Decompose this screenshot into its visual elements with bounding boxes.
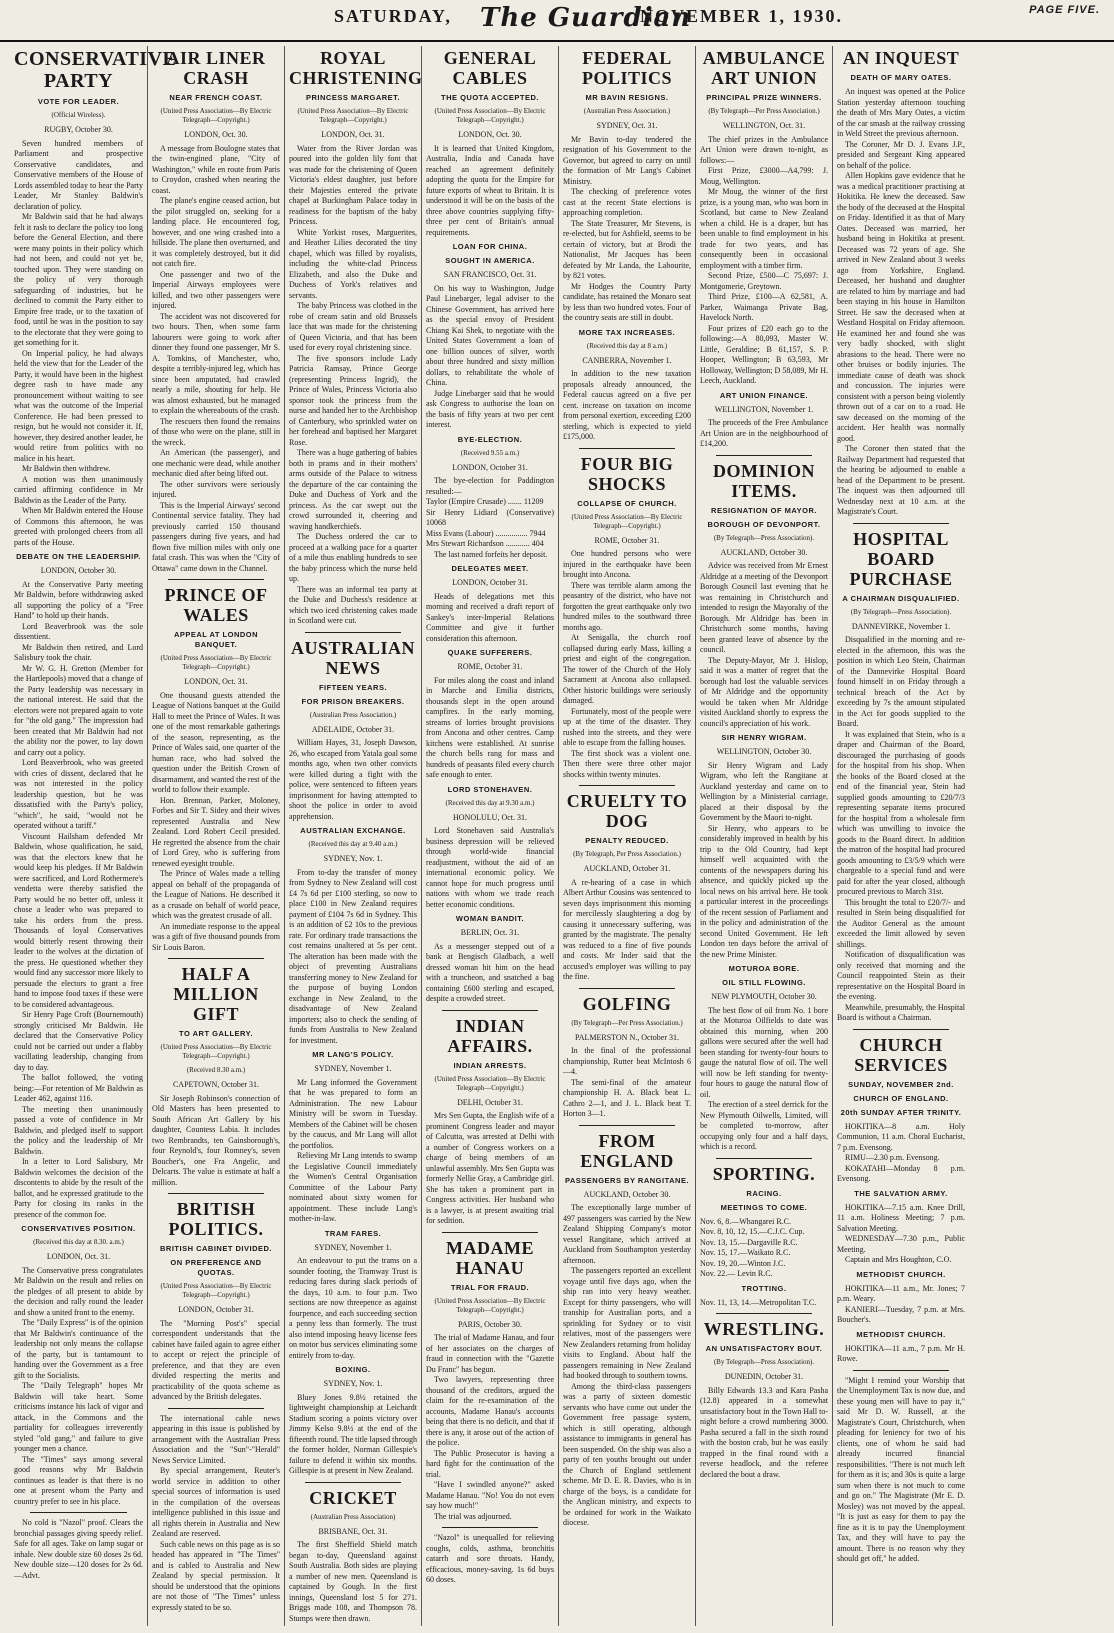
dateline: LONDON, October 30. (40, 566, 117, 575)
headline: HALF A MILLION GIFT (173, 964, 259, 1024)
dateline: LONDON, October 31. (452, 462, 528, 472)
credit-line: (United Press Association—By Electric Telegraph—Copyright.) (434, 107, 546, 124)
subheading: BOROUGH OF DEVONPORT. (707, 519, 821, 529)
column-4 (421, 46, 558, 1626)
dateline: AUCKLAND, October 30. (720, 547, 808, 557)
fixture-line: Nov. 11, 13, 14.—Metropolitan T.C. (700, 1297, 817, 1307)
subheading: MR BAVIN RESIGNS. (585, 93, 669, 102)
notice-paragraph: By special arrangement, Reuter's world service in addition to other special sources of information is used in the compilation of the overseas intelligence published in this issue and all rights therein in Australia and New Zealand are reserved. (152, 1466, 280, 1538)
service-line: HOKITIKA—7.15 a.m. Knee Drill, 11 a.m. Holiness Meeting; 7 p.m. Salvation Meeting. (837, 1202, 965, 1233)
paragraph: The Conservative press congratulates Mr Baldwin on the result and relies on the pledges of all present to abide by the decision and rally round the leader and show a united front to the enemy. (14, 1265, 143, 1317)
subheading: BRITISH CABINET DIVIDED. (159, 1244, 272, 1253)
subheading: TRAM FARES. (324, 1228, 382, 1238)
received-line: (Received 9.55 a.m.) (460, 448, 520, 457)
paragraph: Sir Joseph Robinson's connection of Old Masters has been presented to South African Art Gallery by his daughter, Countess Labia. It includes two Rembrandts, ten Gainsborough's, four Reynold's, four Romney's, seven Boucher's, one Fra Angelic, and Delcarts. The value is estimate at half a million. (152, 1093, 280, 1187)
paragraph: There was terrible alarm among the peasantry of the district, who have not forgotten the great earthquake only two hundred miles to the southward three months ago. (563, 580, 691, 632)
subheading: SUNDAY, NOVEMBER 2nd. (848, 1079, 954, 1089)
column-5 (558, 46, 695, 1626)
paragraph: Meanwhile, presumably, the Hospital Board is without a Chairman. (837, 1002, 965, 1022)
subheading: PRINCIPAL PRIZE WINNERS. (706, 93, 822, 102)
paragraph: The "Daily Telegraph" hopes Mr Baldwin will take heart. Some criticisms instance his lack of vigor and attack, in the Commons and the partiality for colleagues irreverently styled "old gang," and failure to give younger men a chance. (14, 1381, 143, 1453)
paragraph: The meeting then unanimously passed a vote of confidence in Mr Baldwin, and pledged itself to support the policy and the leadership of Mr Baldwin. (14, 1104, 143, 1156)
fixture-line: Nov. 6, 8.—Whangarei R.C. (700, 1216, 792, 1226)
paragraph: When Mr Baldwin entered the House of Commons this afternoon, he was greeted with prolonged cheers from all parts of the House. (14, 506, 143, 547)
divider (168, 579, 264, 580)
headline: WRESTLING. (703, 1319, 825, 1339)
headline: MADAME HANAU (446, 1237, 534, 1278)
subheading: METHODIST CHURCH. (856, 1269, 946, 1279)
paragraph: Disqualified in the morning and re-elected in the afternoon, this was the position in which Leo Stein, Chairman of the Dannevirke Hospital Board found himself in on Friday through a technical breach of the Act by exceeding by 7s the amount stipulated in the Act for goods supplied to the Board. (837, 635, 965, 728)
dateline: LONDON, October 31. (452, 578, 528, 587)
paragraph: One passenger and two of the Imperial Airways employees were killed, and two other passengers were injured. (152, 269, 280, 310)
subheading: MEETINGS TO COME. (720, 1202, 808, 1212)
paragraph: The bye-election for Paddington resulted:— (426, 476, 554, 496)
paragraph: The checking of preference votes cast at the recent State elections is approaching completion. (563, 187, 691, 217)
subheading: FOR PRISON BREAKERS. (301, 696, 405, 706)
dateline: LONDON, October 31. (178, 1305, 254, 1314)
divider (442, 1010, 538, 1011)
subheading: MOTUROA BORE. (728, 964, 800, 973)
paragraph: As a messenger stepped out of a bank at Bengisch Gladbach, a well dressed woman hit him on the head with a truncheon, and snatched a bag containing £600 sterling and escaped, despite a crowded street. (426, 941, 554, 1003)
paragraph: An inquest was opened at the Police Station yesterday afternoon touching the death of Mrs Mary Oates, a victim of the car smash at the railway crossing in Weld Street the previous afternoon. (837, 87, 965, 138)
paragraph: The first shock was a violent one. Then there were three other major shocks within twenty minutes. (563, 748, 691, 779)
paragraph: Notification of disqualification was only received that morning and the Council reappointed Stein as their representative on the Hospital Board in the evening. (837, 950, 965, 1001)
paragraph: The erection of a steel derrick for the New Plymouth Oilwells, Limited, will be completed to-morrow, after occupying only four and a half days, which is a record. (700, 1100, 828, 1151)
divider (168, 958, 264, 959)
headline: AUSTRALIAN NEWS (290, 637, 416, 678)
credit-line: (United Press Association—By Electric Telegraph—Copyright.) (160, 654, 272, 671)
divider (579, 448, 675, 449)
credit-line: (United Press Association—By Electric Telegraph—Copyright.) (297, 107, 409, 124)
notice-paragraph: The international cable news appearing in this issue is published by arrangement with the Australian Press Association and the "Sun"-"Herald" News Service Limited. (152, 1413, 280, 1465)
credit-line: (By Telegraph—Press Association). (850, 607, 952, 616)
paragraph: For miles along the coast and inland in Marche and Emilia districts, thousands slept in the open around campfires. In the early morning, streams of lorries brought provisions from Ancona and other centres. Camp kitchens were established. At sunrise the church bells rang for mass and hundreds of peasants filed every church safe enough to enter. (426, 675, 554, 779)
received-line: (Received this day at 8 a.m.) (586, 341, 668, 350)
fixture-line: Nov. 15, 17.—Waikato R.C. (700, 1248, 791, 1257)
paragraph: Hon. Brennan, Parker, Moloney, Forbes and Sir T. Sidey and their wives represented Australia and New Zealand. Lord Robert Cecil presided. He regretted the absence from the chair of Lord Grey, who is suffering from renewed eyesight trouble. (152, 795, 280, 868)
service-line: KOKATAHI—Monday 8 p.m. Evensong. (837, 1163, 965, 1183)
credit-line: (United Press Association—By Electric Telegraph—Copyright.) (160, 1282, 272, 1299)
paragraph: This is the Imperial Airways' second Continental service fatality. They had previously carried 150 thousand passengers during five years, and had flown five million miles with only one fatal crash. This was when the "City of Ottawa" came down in the Channel. (152, 500, 280, 573)
paragraph: On Imperial policy, he had always held the view that for the Leader of the Party, it would have been in the highest degree rash to have made any pronouncement without waiting to see what was the outcome of the Imperial Conference. He had been pressed to resign, but he would not consider it. If, however, they desired another leader, he would retire from politics with no malice in his heart. (14, 348, 143, 463)
divider (579, 988, 675, 989)
headline: CRUELTY TO DOG (566, 791, 688, 831)
paragraph: The Coroner, Mr D. J. Evans J.P., presided and Sergeant King appeared on behalf of the police. (837, 139, 965, 170)
dateline: CANBERRA, November 1. (582, 355, 672, 365)
result-line: Taylor (Empire Crusade) ....... 11209 (426, 497, 544, 506)
paragraph: Seven hundred members of Parliament and prospective Conservative candidates, and Conservative members of the House of Lords assembled today to hear the Party Leader, Mr Stanley Baldwin's declaration of policy. (14, 138, 143, 211)
credit-line: (By Telegraph—Press Association). (713, 1358, 815, 1366)
paragraph: The "Morning Post's" special correspondent understands that the cabinet have failed again to agree either to accept or reject the principle of preference, and that they are even divided respecting the merits and practicability of the quota scheme as advanced by the British delegates. (152, 1318, 280, 1401)
headline: DOMINION ITEMS. (713, 460, 815, 501)
paragraph: Mr Baldwin then withdrew. (22, 464, 111, 473)
paragraph: On his way to Washington, Judge Paul Linebarger, legal adviser to the Chinese Government, has arrived here as the special envoy of President Chiang Kai Shek, to negotiate with the United States Government a loan of one billion ounces of silver, worth about three hundred and sixty million dollars, to rehabilitate the whole of China. (426, 283, 554, 387)
paragraph: Sir Henry, who appears to be considerably improved in health by his trip to the Old Country, had kept himself well acquainted with the contents of the newspapers during his absence, and quickly picked up the local news on his arrival here. He took a particular interest in the proceedings of the recent session of Parliament and in the policy and administration of the second United Government. He left London ten days before the arrival of the new Prime Minister. (700, 823, 828, 959)
divider (853, 523, 949, 524)
masthead-date: NOVEMBER 1, 1930. (640, 6, 844, 26)
subheading: MORE TAX INCREASES. (578, 327, 676, 337)
paragraph: There was a huge gathering of babies both in prams and in their mothers' arms outside of the Palace to witness the departure of the car containing the Duke and Duchess of York and the princess. As the car swept out the crowd surrounded it, cheering and waving handkerchiefs. (289, 448, 417, 531)
service-line: Captain and Mrs Houghton, C.O. (845, 1255, 952, 1264)
subheading: LORD STONEHAVEN. (447, 784, 533, 794)
paragraph: One thousand guests attended the League of Nations banquet at the Guild Hall to meet the Prince of Wales. It was one of the most remarkable gatherings of the season, representing, as the Prince of Wales said, one quarter of the human race, who had solved the question under the British Crown of disarmament, and wanted the rest of the world to follow their example. (152, 690, 280, 794)
headline: AN INQUEST (842, 48, 960, 68)
dateline: LONDON, Oct. 30. (458, 130, 522, 139)
credit-line: (United Press Association—By Electric Telegraph—Copyright.) (160, 107, 272, 124)
headline: AMBULANCE ART UNION (702, 48, 826, 88)
subheading: RACING. (746, 1188, 782, 1198)
column-7 (832, 46, 969, 1626)
headline: INDIAN AFFAIRS. (447, 1015, 533, 1056)
headline: GOLFING (582, 993, 672, 1014)
dateline: ROME, October 31. (594, 535, 660, 545)
paragraph: Advice was received from Mr Ernest Aldridge at a meeting of the Devonport Borough Council last evening that he was remaining in Christchurch and intended to resign the Mayoralty of the Borough. Mr Aldridge has been in Christchurch some months, having been granted leave of absence by the council. (700, 561, 828, 654)
paragraph: A motion was then unanimously carried affirming confidence in Mr Baldwin as the Leader of the Party. (14, 474, 143, 505)
dateline: HONOLULU, Oct. 31. (453, 812, 527, 822)
credit-line: (United Press Association—By Electric Telegraph—Copyright.) (434, 1296, 546, 1314)
dateline: SYDNEY, Nov. 1. (323, 854, 383, 863)
subheading: THE QUOTA ACCEPTED. (441, 93, 539, 102)
paragraph: The passengers reported an excellent voyage until five days ago, when the ship ran into very heavy weather. Except for thirty passengers, who will tranship for Australian ports, and a sprinkling for Sydney or to visit relatives, most of the passengers were New Zealanders returning from holiday visits to England. About half the passengers remaining in New Zealand had booked through to southern towns. (563, 1266, 691, 1380)
headline: CRICKET (309, 1487, 397, 1508)
subheading: OIL STILL FLOWING. (722, 978, 806, 987)
paragraph: In addition to the new taxation proposals already announced, the Federal caucus agreed on a five per cent. increase on taxation on income from personal exertion, exceeding £200 sterling, which is expected to yield £175,000. (563, 369, 691, 441)
paragraph: Sir Henry Page Croft (Bournemouth) strongly criticised Mr Baldwin. He declared that the Conservative Policy could not be carried out under a flabby vacillating leadership, changing from day to day. (14, 1010, 143, 1072)
dateline: WELLINGTON, Oct. 31. (722, 121, 806, 130)
column-2 (147, 46, 284, 1626)
paragraph: The Coroner then stated that the Railway Department had requested that the hearing be adjourned to enable a head of the Department to be present. The inquest was then adjourned till Wednesday next at 10 a.m. at the Magistrate's Court. (837, 444, 965, 516)
divider (442, 1527, 538, 1528)
paragraph: Bluey Jones 9.8½ retained the lightweight championship at Leichardt Stadium scoring a points victory over Jimmy Kelso 9.8½ at the end of the fifteenth round. The title lapsed through the former holder, Norman Gillespie's failure to defend it within six months. Gillespie is at present in New Zealand. (289, 1392, 417, 1475)
column-1 (10, 46, 177, 1626)
paragraph: The accident was not discovered for two hours. Then, when some farm labourers were going to work after dinner they found one passenger, Mr S. A. Tomkins, of Manchester, who, despite a terribly-injured leg, which has since been amputated, had crawled nearly a mile, shouting for help. He was almost exhausted, but he managed to explain the whereabouts of the crash. (152, 311, 280, 415)
subheading: VOTE FOR LEADER. (37, 97, 120, 106)
headline: GENERAL CABLES (443, 48, 537, 88)
dateline: DELHI, October 31. (457, 1097, 523, 1107)
paragraph: In the final of the professional championship, Rutter beat McIntosh 6—4. (563, 1046, 691, 1076)
credit-line: (Received this day at 8.30. a.m.) (33, 1238, 124, 1246)
headline: FEDERAL POLITICS (581, 48, 673, 88)
masthead-page-number: PAGE FIVE. (1029, 4, 1100, 16)
paragraph: Among the third-class passengers was a party of sixteen domestic servants who have come out under the Government free passage system, which is still operating, although assistance to immigrants in general has been suspended. On the ship was also a party of ten youths brought out under the Church of England settlement scheme. Mr D. E. R. Davies, who is in charge of the boys, is a candidate for the Anglican ministry, and expects to be ordained for work in the Waikato diocese. (563, 1381, 691, 1527)
paragraph: The trial was adjourned. (434, 1511, 512, 1521)
result-line: Sir Henry Lidiard (Conservative) 10068 (426, 507, 554, 527)
dateline: BERLIN, Oct. 31. (460, 928, 520, 937)
dateline: ROME, October 31. (457, 662, 523, 671)
received-line: (Received 8.30 a.m.) (186, 1066, 246, 1074)
headline: FOUR BIG SHOCKS (580, 453, 674, 494)
credit-line: (By Telegraph—Per Press Association.) (571, 1018, 683, 1027)
fixture-line: Nov. 22.— Levin R.C. (700, 1269, 773, 1278)
headline: ROYAL CHRISTENING (289, 48, 423, 88)
paragraph: At the Conservative Party meeting Mr Baldwin, before withdrawing asked all supporting the policy of a "Free Hand" to hold up their hands. (14, 579, 143, 620)
paragraph: Viscount Hailsham defended Mr Baldwin, whose qualification, he said, was that the electors knew that he would keep his pledges. If Mr Baldwin were sacrificed, and Lord Rothermere's vendetta were thereby satisfied the Party would be no better off, unless it chose a leader who was prepared to take his orders from the press. Thousands of loyal Conservatives would bitterly resent throwing their leader to the wolves at the dictation of the press. He questioned whether they would find any successor more likely to persuade the electors to grant a free hand to impose food taxes if these were to be considered advantageous. (14, 831, 143, 1009)
dateline: LONDON, Oct. 31. (46, 1252, 111, 1261)
paragraph: The exceptionally large number of 497 passengers was carried by the New Zealand Shipping Company's motor vessel Rangitane, which arrived at Auckland from Southampton yesterday afternoon. (563, 1203, 691, 1265)
dateline: SYDNEY, November 1. (314, 1242, 392, 1252)
column-6 (695, 46, 832, 1626)
paragraph: Mr W. G. H. Gretton (Member for the Hartlepools) moved that a change of the Party leadership was necessary in the national interest. He said that the electors were not prepared again to vote for "the old gang." The impression had been created that Mr Baldwin had not the ability nor the power, to lay down and carry out a policy. (14, 663, 143, 757)
paragraph: The first Sheffield Shield match began to-day, Queensland against South Australia. Both sides are playing a number of new men. Queensland is captained by Gough. In the first innings, Queensland lost 5 for 271. Briggs made 108, and Thompson 78. Stumps were then drawn. (289, 1540, 417, 1623)
paragraph: Allen Hopkins gave evidence that he was a medical practitioner practising at Hokitika. He knew the deceased. Saw the body of the deceased at the Hospital on Friday. Identified it as that of Mary Oates. Deceased was married, her husband being in Hokitika at present. Deceased was 72 years of age. She arrived in New Zealand about 3 weeks ago from Yorkshire, England. Deceased, her husband and daughter are related to him by marriage and had been staying in his house in Hamilton Street. He saw the deceased when at Westland Hospital on Friday afternoon. He examined her and found she was very badly shocked, with slight abrasions to the head. There were no other bruises or bodily injuries. The immediate cause of death was shock and concussion. The injuries were consistent with a person being violently thrown out of a car on to a road. He saw deceased on the morning of the accident. Her health was normally good. (837, 171, 965, 443)
paragraph: Heads of delegations met this morning and received a draft report of Sankey's inter-Imperial Relations Committee and give it further consideration this afternoon. (426, 591, 554, 643)
paragraph: The rescuers then found the remains of those who were on the plane, still in the wreck. (152, 416, 280, 447)
credit-line: (By Telegraph—Press Association). (713, 533, 815, 542)
paragraph: An immediate response to the appeal was a gift of five thousand pounds from Sir Louis Baron. (152, 921, 280, 952)
headline: PRINCE OF WALES (164, 585, 268, 625)
paragraph: The semi-final of the amateur championship H. A. Black beat L. Cathro 2—1, and J. L. Black beat T. Horton 3—1. (563, 1077, 691, 1118)
dateline: SYDNEY, November 1. (314, 1064, 392, 1073)
credit-line: (United Press Association—By Electric Telegraph—Copyright.) (160, 1043, 272, 1060)
headline: BRITISH POLITICS. (168, 1199, 264, 1239)
subheading: SOUGHT IN AMERICA. (445, 256, 535, 265)
service-line: HOKITIKA—11 a.m., Mr. Jones; 7 p.m. Weary. (837, 1283, 965, 1303)
subheading: CONSERVATIVES POSITION. (21, 1224, 136, 1233)
subheading: COLLAPSE OF CHURCH. (577, 498, 677, 508)
paragraph: The baby Princess was clothed in the robe of cream satin and old Brussels lace that was made for the christening of Queen Victoria, and that has been used for every royal christening since. (289, 301, 417, 352)
divider (853, 1029, 949, 1030)
headline: AIR LINER CRASH (166, 48, 266, 88)
paragraph: The other survivors were seriously injured. (152, 479, 280, 499)
dateline: LONDON, Oct. 31. (184, 677, 248, 686)
subheading: CHURCH OF ENGLAND. (853, 1093, 949, 1103)
subheading: PRINCESS MARGARET. (305, 93, 400, 102)
subheading: WOMAN BANDIT. (455, 914, 525, 923)
paragraph: Judge Linebarger said that he would ask Congress to authorise the loan on the basis of fifty years at two per cent interest. (426, 388, 554, 429)
paragraph: Sir Henry Wigram and Lady Wigram, who left the Rangitane at Auckland yesterday and came on to Wellington by a Ministerial carriage, placed at their disposal by the Government by the Maori to-night. (700, 760, 828, 822)
divider (579, 785, 675, 786)
subheading: BOXING. (335, 1365, 371, 1374)
dateline: BRISBANE, Oct. 31. (318, 1526, 388, 1536)
paragraph: It was explained that Stein, who is a draper and Chairman of the Board, discouraged the purchasing of goods for the hospital from his shop. When the books of the Board closed at the end of the financial year, Stein had supplied goods amounting to £20/7/3 representing separate items procured for the hospital from a wholesale firm which was unwilling to invoice the goods to the Board direct. In addition the matron of the hospital had procured goods amounting to £3/5/9 which were chargeable to a special fund and were paid for after the year closed, although procured previous to March 31st. (837, 729, 965, 896)
subheading: TRIAL FOR FRAUD. (450, 1282, 530, 1292)
paragraph: Lord Beaverbrook was the sole dissentient. (14, 621, 143, 641)
paragraph: Mrs Sen Gupta, the English wife of a prominent Congress leader and mayor of Calcutta, was arrested at Delhi with a number of Congress workers on a charge of being members of an unlawful assembly. Mrs Sen Gupta was formerly Nellie Gray, a Cambridge girl. She has taken a prominent part in Congress activities. Her husband who is a lawyer, is at present awaiting trial for sedition. (426, 1111, 554, 1225)
dateline: LONDON, Oct. 31. (321, 130, 385, 139)
subheading: ON PREFERENCE AND QUOTAS. (170, 1258, 262, 1277)
paragraph: A message from Boulogne states that the twin-engined plane, "City of Washington," while en route from Paris to Croydon, crashed when nearing the coast. (152, 143, 280, 195)
paragraph: A re-hearing of a case in which Albert Arthur Cousins was sentenced to seven days imprisonment this morning for mercilessly slaughtering a dog by causing it unnecessary suffering, was granted by the magistrate. The penalty was reduced to a fine of five pounds and costs. Mr Inder said that the accused's employer was willing to pay the fine. (563, 877, 691, 981)
subheading: APPEAL AT LONDON BANQUET. (173, 630, 259, 649)
paragraph: First Prize, £3000—A4,799: J. Moug, Wellington. (700, 166, 828, 186)
dateline: PALMERSTON N., October 31. (574, 1032, 679, 1042)
paragraph: Fortunately, most of the people were up at the time of the disaster. They rushed into the streets, and they were able to escape from the falling houses. (563, 706, 691, 747)
paragraph: Billy Edwards 13.3 and Kara Pasha (12.8) appeared in a somewhat unsatisfactory bout in the Town Hall to-night before a crowd numbering 3000. Pasha secured a fall in the sixth round with the boston crab, but he was easily trapped in the final round with a reverse headlock, and the referee declared the bout a draw. (700, 1385, 828, 1479)
dateline: SYDNEY, Nov. 1. (323, 1379, 383, 1388)
subheading: 20th SUNDAY AFTER TRINITY. (840, 1107, 962, 1117)
credit-line: (United Press Association—By Electric Telegraph—Copyright.) (434, 1074, 546, 1092)
subheading: QUAKE SUFFERERS. (447, 648, 533, 657)
received-line: (Received this day at 9.40 a.m.) (308, 840, 398, 848)
paragraph: "Might I remind your Worship that the Unemployment Tax is now due, and these young men will have to pay it," said Mr D. W. Russell, at the Magistrate's Court, Christchurch, when pleading for leniency for two of his clients, one of whom he said had already incurred financial responsibilities. "There is not much left for them as it is; and 30s is quite a large sum when there is not much to come and go on." The Magistrate (Mr E. D. Mosley) was not moved by the appeal. "It is just as easy for them to pay the fine as it is to pay the Unemployment Tax, and they will have to pay the amount. There is no reason why they should get off," he added. (837, 1375, 965, 1563)
dateline: DANNEVIRKE, November 1. (851, 621, 951, 631)
paragraph: The State Treasurer, Mr Stevens, is re-elected, but for Ashfield, seems to be certain of victory, but at Brodi the Nationalist, Mr Jacques has been defeated by Mr Landa, the Labourite, by 821 votes. (563, 218, 691, 280)
fixture-line: Nov. 19, 20.—Winton J.C. (700, 1258, 786, 1268)
subheading: DELEGATES MEET. (451, 564, 529, 573)
paragraph: Mr Hodges the Country Party candidate, has retained the Monaro seat by less than two hundred votes. Four of the country seats are still in doubt. (563, 281, 691, 322)
advertisement: No cold is "Nazol" proof. Clears the bronchial passages giving speedy relief. Safe for all ages. Take on lamp sugar or inhale. New double size 60 doses 2s 6d. New double size—120 doses for 2s 6d.—Advt. (14, 1518, 143, 1580)
paragraph: In a letter to Lord Salisbury, Mr Baldwin welcomes the decision of the discontents to abide by the result of the ballot, and he expressed gratitude to the Party for closing its ranks in the presence of the common foe. (14, 1157, 143, 1219)
fixture-line: Nov. 13, 15.—Dargaville R.C. (700, 1237, 798, 1247)
divider (716, 1313, 812, 1314)
subheading: LOAN FOR CHINA. (452, 242, 528, 251)
subheading: TROTTING. (741, 1283, 787, 1293)
paragraph: White Yorkist roses, Marguerites, and Heather Lilies decorated the tiny chapel, which was filled by royalists, including the white-clad Princess Elizabeth, and also the Duke and Duchess of York's relatives and servants. (289, 227, 417, 300)
paragraph: Lord Beaverbrook, who was greeted with cries of dissent, declared that he was not interested in the policy leadership question, but he was dissatisfied with the Party's policy, "which", he said, "would not be operated without a tariff." (14, 758, 143, 830)
paragraph: Four prizes of £20 each go to the following:—A 80,093, Master W. Little, Geraldine; B 61,157, S. P. Hooper, Wellington; B 63,593, Mr Holloway, Wellington; D 58,089, Mr H. Leech, Auckland. (700, 323, 828, 385)
dateline: SAN FRANCISCO, Oct. 31. (443, 270, 537, 279)
divider (30, 1512, 127, 1513)
paragraph: At Senigalla, the church roof collapsed during early Mass, killing a priest and eight of the congregation. The tower of the Church of the Holy Sacrament at Ancona also collapsed. Other historic buildings were seriously damaged. (563, 633, 691, 705)
subheading: AUSTRALIAN EXCHANGE. (300, 826, 406, 835)
paragraph: Lord Stonehaven said Australia's business depression will be relieved through world-wide financial readjustment, without the aid of an international economic policy. We cannot hope for much progress until nations with whom we trade reach better economic conditions. (426, 826, 554, 909)
divider (168, 1193, 264, 1194)
paragraph: It is learned that United Kingdom, Australia, India and Canada have reached an agreement definitely adopting the quota for the Empire for future exports of wheat to Britain. It is understood it will be on the basis of the three above countries supplying fifty-three per cent of Britain's annual requirements. (426, 143, 554, 237)
paragraph: The Deputy-Mayor, Mr J. Hislop, said it was a matter of regret that the borough had lost the valuable services of Mr Aldridge and the opportunity would be taken when Mr Aldridge visited Auckland shortly to express the council's appreciation of his work. (700, 655, 828, 728)
subheading: METHODIST CHURCH. (856, 1329, 946, 1339)
paragraph: An endeavour to put the trams on a sounder footing, the Tramway Trust is reducing fares during slack periods of the days, 10 a.m. to four p.m. Two sections are now threepence as against fourpence, and each succeeding section a penny less than formerly. The trust also intend imposing heavy license fees on motor bus services eliminating some entirely from to-day. (289, 1256, 417, 1360)
dateline: CAPETOWN, October 31. (172, 1080, 260, 1089)
paragraph: The best flow of oil from No. 1 bore at the Moturoa Oilfields to date was obtained this morning, when 200 gallons were secured after the well had been standing for twenty-four hours to gauge the natural flow of oil. The well will now be left standing for twenty-four hours to gauge the natural flow of oil. (700, 1005, 828, 1099)
advertisement: "Nazol" is unequalled for relieving coughs, colds, asthma, bronchitis catarrh and sore throats. Handy, efficacious, money-saving. 1s 6d buys 60 doses. (426, 1533, 554, 1584)
credit-line: (Australian Press Association) (310, 1512, 396, 1521)
masthead-paper-title: The Guardian (480, 3, 692, 33)
paragraph: "Have I swindled anyone?" asked Madame Hanau. "No! You do not even say how much!" (426, 1480, 554, 1510)
divider (853, 1370, 949, 1371)
service-line: RIMU—2.30 p.m. Evensong. (845, 1153, 940, 1162)
paragraph: Mr Moug, the winner of the first prize, is a young man, who was born in Scotland, but came to New Zealand when a child. He is a draper, but has been unable to find employment in his trade for two years, and has consequently been in occasional employment with a timber firm. (700, 187, 828, 270)
subheading: MR LANG'S POLICY. (312, 1050, 394, 1059)
paragraph: The Duchess ordered the car to proceed at a walking pace for a quarter of a mile thus enabling hundreds to see the baby princess which the nurse held up. (289, 532, 417, 583)
paragraph: The five sponsors include Lady Patricia Ramsay, Prince George (representing Princess Ingrid), the Prince of Wales, Princess Victoria also sponsor took the princess from the nurse and handed her to the Archbishop of Canterbury, who sprinkled water on her forehead and baptised her Margaret Rose. (289, 353, 417, 447)
subheading: THE SALVATION ARMY. (854, 1188, 948, 1198)
paragraph: The ballot followed, the voting being:—For retention of Mr Baldwin as Leader 462, against 116. (14, 1073, 143, 1103)
fixture-line: Nov. 8, 10, 12, 15.—C.J.C. Cup. (700, 1227, 805, 1236)
paragraph: This brought the total to £20/7/- and resulted in Stein being disqualified for the Auditor General as the amount exceeded the limit allowed by seven shillings. (837, 897, 965, 949)
credit-line: (Official Wireless). (51, 111, 106, 119)
subheading: INDIAN ARRESTS. (453, 1060, 527, 1070)
service-line: HOKITIKA—8 a.m. Holy Communion, 11 a.m. Choral Eucharist, 7 p.m. Evensong. (837, 1121, 965, 1152)
masthead (0, 0, 1114, 42)
headline: SPORTING. (712, 1163, 816, 1184)
paragraph: Mr Lang informed the Government that he was prepared to form an Administration. The new Labour Ministry will be sworn in Tuesday. Members of the Cabinet will be chosen by the caucus, and Mr Lang will allot the portfolios. (289, 1077, 417, 1150)
paragraph: There was an informal tea party at the Duke and Duchess's residence at which two iced christening cakes made in Scotland were cut. (289, 584, 417, 625)
paragraph: Third Prize, £100—A 62,581, A. Parker, Waimanga Private Bag, Havelock North. (700, 292, 828, 322)
dateline: AUCKLAND, October 30. (583, 1189, 671, 1199)
credit-line: (United Press Association—By Electric Telegraph—Copyright.) (571, 512, 683, 530)
notice-paragraph: Such cable news on this page as is so headed has appeared in "The Times" and is cabled to Australia and New Zealand by special permission. It should be understood that the opinions are not those of "The Times" unless expressly stated to be so. (152, 1539, 280, 1612)
paragraph: One hundred persons who were injured in the earthquake have been brought into Ancona. (563, 549, 691, 579)
subheading: FIFTEEN YEARS. (318, 682, 388, 692)
paragraph: William Hayes, 31, Joseph Dawson, 26, who escaped from Yatala goal some months ago, when two other convicts were killed during a fight with the police, were sentenced to fifteen years imprisonment for having attempted to shoot the police in order to avoid apprehension. (289, 738, 417, 821)
service-line: KANIERI—Tuesday, 7 p.m. at Mrs. Boucher's. (837, 1304, 965, 1324)
subheading: PENALTY REDUCED. (585, 836, 669, 845)
credit-line: (Australian Press Association.) (583, 107, 671, 115)
paragraph: The last named forfeits her deposit. (434, 549, 548, 559)
headline: FROM ENGLAND (580, 1130, 674, 1171)
paragraph: Two lawyers, representing three thousand of the creditors, argued the claim for the re-examination of the accounts, Madame Hanau's accounts being that there is no deficit, and that if there is any, it arose out of the action of the police. (426, 1375, 554, 1447)
paragraph: An American (the passenger), and one mechanic were dead, while another mechanic died after being lifted out. (152, 448, 280, 478)
paragraph: Mr Baldwin said that he had always felt it rash to declare the policy too long before the General Election, and there were many points in their policy which had not been, and could not yet be, touched upon. They were standing on the policy of very thorough safeguarding of industries, but he declined to commit the Party either to Empire free trade, or to the taxation of food, until he was in the position to say to the electorate that they were going to get something for it. (14, 212, 143, 347)
dateline: PARIS, October 30. (458, 1319, 522, 1329)
divider (305, 632, 401, 633)
subheading: NEAR FRENCH COAST. (169, 93, 263, 102)
dateline: WELLINGTON, November 1. (714, 404, 814, 414)
paragraph: Second Prize, £500—C 75,697: J. Montgomerie, Greytown. (700, 271, 828, 291)
subheading: DEATH OF MARY OATES. (850, 73, 952, 82)
paragraph: The plane's engine ceased action, but the pilot struggled on, seeking for a landing place. He encountered fog, however, and one wing crashed into a hillside. The plane then overturned, and it was completely destroyed, but it did not catch fire. (152, 196, 280, 268)
result-line: Mrs Stewart Richardson ............ 404 (426, 539, 544, 548)
subheading: ART UNION FINANCE. (719, 390, 809, 400)
result-line: Miss Evans (Labour) ................ 7944 (426, 528, 546, 538)
subheading: AN UNSATISFACTORY BOUT. (705, 1344, 823, 1353)
divider (716, 455, 812, 456)
masthead-day: SATURDAY, (334, 6, 452, 26)
dateline: AUCKLAND, October 31. (583, 864, 671, 873)
paragraph: Water from the River Jordan was poured into the golden lily font that was made for the christening of Queen Victoria's eldest daughter, just before their Majesties entered the private chapel at Buckingham Palace today in readiness for the baptism of the baby Princess. (289, 143, 417, 226)
paragraph: Mr Baldwin then retired, and Lord Salisbury took the chair. (14, 642, 143, 662)
subheading: RESIGNATION OF MAYOR. (711, 505, 817, 515)
paragraph: The Public Prosecutor is having a hard fight for the continuation of the trial. (426, 1448, 554, 1479)
paragraph: Mr Bavin to-day tendered the resignation of his Government to the Governor, but agreed to carry on until the formation of Mr Lang's Cabinet Ministry. (563, 134, 691, 186)
dateline: LONDON, Oct. 30. (184, 130, 248, 139)
dateline: RUGBY, October 30. (44, 125, 113, 134)
dateline: SYDNEY, Oct. 31. (596, 121, 658, 130)
paragraph: The trial of Madame Hanau, and four of her associates on the charges of fraud in connection with the "Gazette Du Franc" has begun. (426, 1333, 554, 1374)
subheading: PASSENGERS BY RANGITANE. (564, 1175, 690, 1185)
paragraph: The Prince of Wales made a telling appeal on behalf of the propaganda of the League of Nations. He described it as a crusade on behalf of world peace, which was the greatest crusade of all. (152, 869, 280, 920)
headline: CONSERVATIVE PARTY (14, 48, 177, 92)
headline: CHURCH SERVICES (854, 1034, 948, 1075)
dateline: DUNEDIN, October 31. (724, 1372, 804, 1381)
paragraph: The "Times" says among several good reasons why Mr Baldwin continues as leader is that there is no one at present whom the Party and country prefer to see in his place. (14, 1454, 143, 1506)
divider (442, 1232, 538, 1233)
paragraph: From to-day the transfer of money from Sydney to New Zealand will cost £4 7s 6d per £100 sterling, so now to place £100 in New Zealand requires payment of £104 7s 6d in Sydney. This is an addition of £2 10s to the previous rate. For ordinary trade transactions the cost remains unaltered at 5s per cent. The alteration has been made with the object of preventing Australians transferring money to New Zealand for the purpose of buying London exchange in New Zealand, to the disadvantage of New Zealand importers; also to check the sending of funds from Australia to New Zealand for investment. (289, 867, 417, 1045)
subheading: SIR HENRY WIGRAM. (721, 733, 807, 742)
divider (579, 1125, 675, 1126)
headline: HOSPITAL BOARD PURCHASE (849, 528, 953, 589)
paragraph: The proceeds of the Free Ambulance Art Union are in the neighbourhood of £14,200. (700, 418, 828, 448)
received-line: (Received this day at 9.30 a.m.) (445, 798, 535, 807)
dateline: NEW PLYMOUTH, October 30. (711, 992, 817, 1001)
subheading: BYE-ELECTION. (457, 434, 523, 444)
dateline: WELLINGTON, October 30. (716, 747, 812, 756)
credit-line: (By Telegraph—Per Press Association.) (708, 107, 820, 115)
paragraph: Relieving Mr Lang intends to swamp the Legislative Council immediately the Women's Central Organisation Committee of the Labour Party nominated about sixty women for appointment. These include Lang's mother-in-law. (289, 1151, 417, 1223)
subheading: A CHAIRMAN DISQUALIFIED. (842, 593, 960, 603)
column-3 (284, 46, 421, 1626)
paragraph: The "Daily Express" is of the opinion that Mr Baldwin's continuance of the leadership not only means the collapse of the party, but is tantamount to handing over the Government as a free gift to the Socialists. (14, 1318, 143, 1380)
subheading: TO ART GALLERY. (179, 1029, 253, 1038)
divider (305, 1482, 401, 1483)
divider (168, 1408, 264, 1409)
service-line: HOKITIKA—11 a.m., 7 p.m. Mr H. Rowe. (837, 1343, 965, 1363)
dateline: ADELAIDE, October 31. (311, 724, 395, 734)
credit-line: (Australian Press Association.) (309, 710, 397, 719)
columns (10, 46, 1106, 1626)
divider (716, 1158, 812, 1159)
service-line: WEDNESDAY—7.30 p.m., Public Meeting. (837, 1234, 965, 1254)
paragraph: The chief prizes in the Ambulance Art Union were drawn to-night, as follows:— (700, 134, 828, 165)
credit-line: (By Telegraph, Per Press Association.) (573, 850, 681, 858)
subheading: DEBATE ON THE LEADERSHIP. (16, 552, 141, 561)
